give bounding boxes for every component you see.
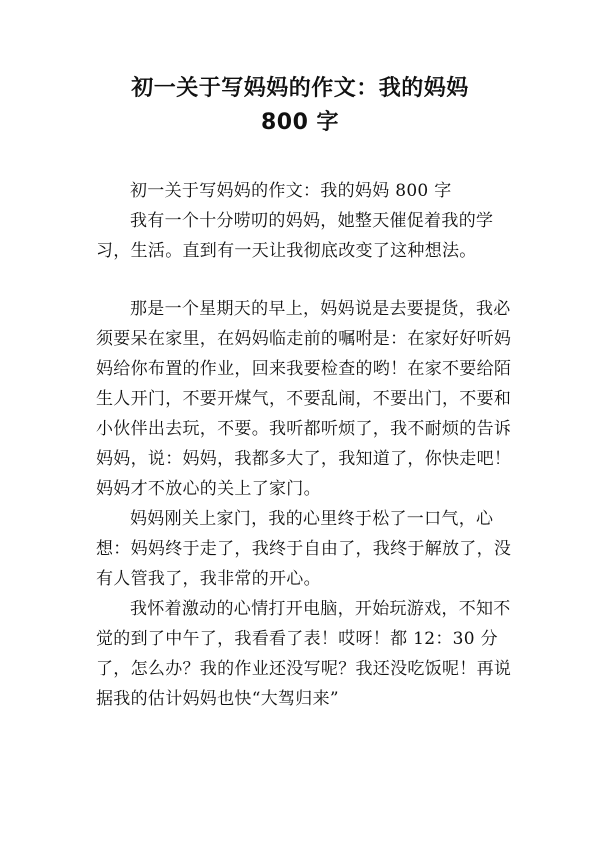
title-line-2: 800 字 bbox=[260, 110, 340, 135]
paragraph-subtitle: 初一关于写妈妈的作文：我的妈妈 800 字 bbox=[130, 181, 452, 201]
document-body bbox=[96, 176, 516, 714]
paragraph-door-closed: 妈妈刚关上家门，我的心里终于松了一口气，心想：妈妈终于走了，我终于自由了，我终于解放了，没有人管我了，我非常的开心。 bbox=[96, 509, 512, 589]
document-title bbox=[0, 72, 600, 140]
paragraph-gap bbox=[96, 266, 516, 294]
paragraph-computer-game: 我怀着激动的心情打开电脑，开始玩游戏，不知不觉的到了中午了，我看看了表！哎呀！都 12：30 分了，怎么办？我的作业还没写呢？我还没吃饭呢！再说据我的估计妈妈也快“大驾归来” bbox=[96, 599, 512, 709]
title-line-1: 初一关于写妈妈的作文：我的妈妈 bbox=[131, 76, 469, 101]
paragraph-intro: 我有一个十分唠叨的妈妈，她整天催促着我的学习，生活。直到有一天让我彻底改变了这种想法。 bbox=[96, 211, 494, 261]
paragraph-sunday-morning: 那是一个星期天的早上，妈妈说是去要提货，我必须要呆在家里，在妈妈临走前的嘱咐是：在家好好听妈妈给你布置的作业，回来我要检查的哟！在家不要给陌生人开门，不要开煤气，不要乱闹，不要出门，不要和小伙伴出去玩，不要。我听都听烦了，我不耐烦的告诉妈妈，说：妈妈，我都多大了，我知道了，你快走吧！妈妈才不放心的关上了家门。 bbox=[96, 299, 512, 499]
